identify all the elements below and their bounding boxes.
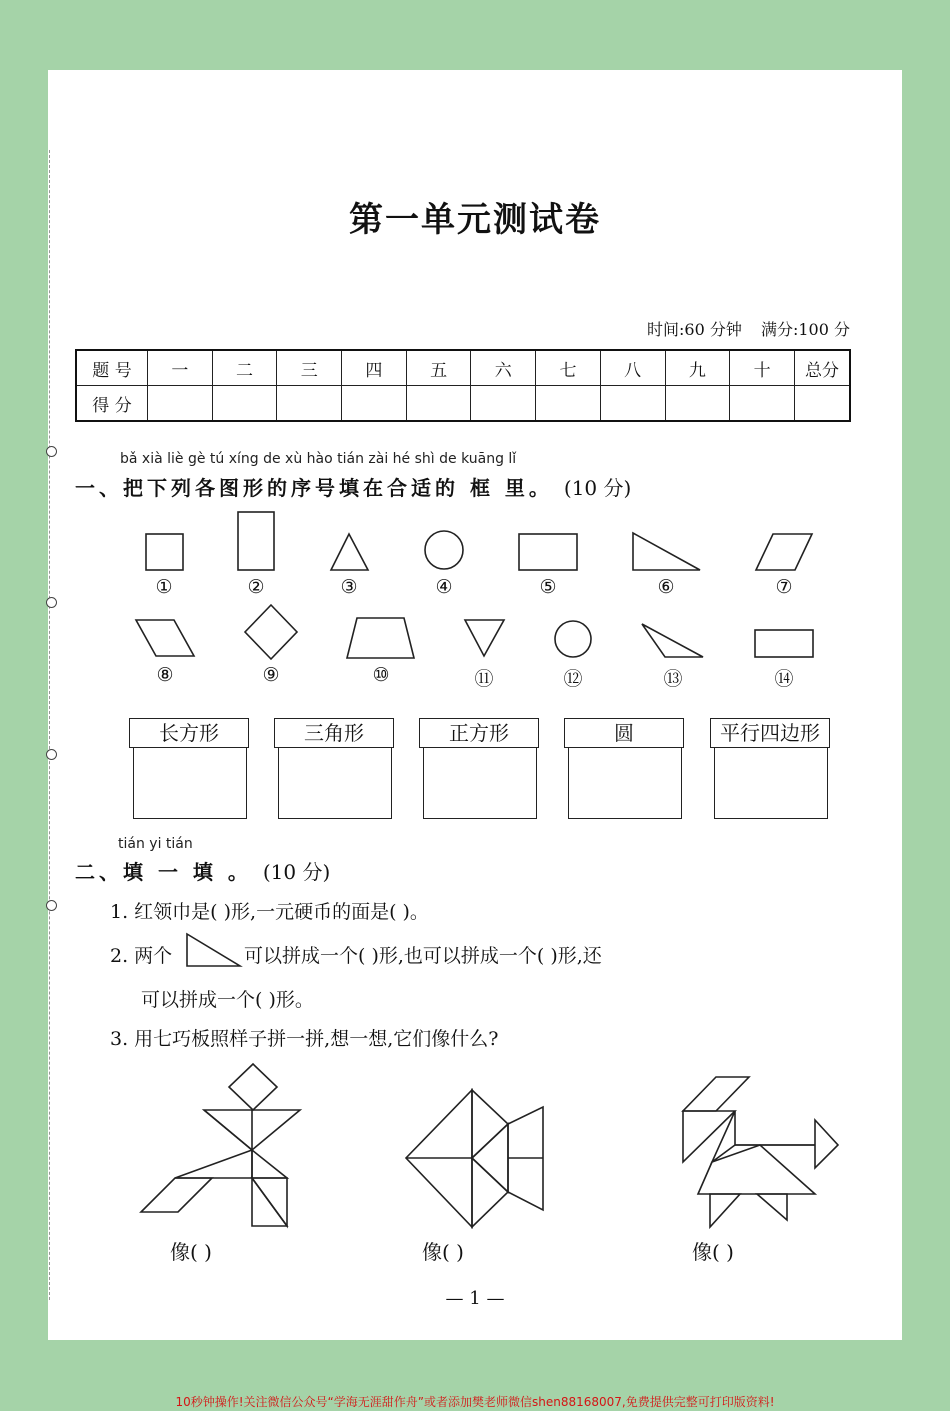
header-cell: 一 <box>148 350 213 386</box>
shape-number: ⑪ <box>474 668 494 690</box>
time-limit: 时间:60 分钟 <box>647 320 742 339</box>
section1-heading-text: 一、把下列各图形的序号填在合适的 框 里。 <box>75 476 553 500</box>
tangram-animal <box>683 1077 838 1227</box>
answer-area[interactable] <box>278 748 392 819</box>
parallelogram-shape <box>756 534 812 570</box>
full-score: 满分:100 分 <box>760 320 850 339</box>
answer-area[interactable] <box>133 748 247 819</box>
parallelogram-shape <box>136 620 194 656</box>
right-triangle-shape <box>633 533 700 570</box>
shape-number: ④ <box>435 576 453 598</box>
shape-number: ① <box>155 576 173 598</box>
category-box-rectangle[interactable] <box>133 718 251 818</box>
rectangle-shape <box>519 534 577 570</box>
category-box-circle[interactable] <box>568 718 686 818</box>
question-2-suffix: 可以拼成一个( )形,也可以拼成一个( )形,还 <box>244 945 602 967</box>
header-cell: 九 <box>665 350 730 386</box>
obtuse-triangle-shape <box>642 624 703 657</box>
answer-area[interactable] <box>423 748 537 819</box>
diamond-square-shape <box>245 605 297 659</box>
shape-number: ⑧ <box>156 664 174 686</box>
inverted-triangle-shape <box>465 620 504 656</box>
section2-points: (10 分) <box>262 860 331 884</box>
section1-points: (10 分) <box>563 476 632 500</box>
page-number: — 1 — <box>445 1288 505 1309</box>
shape-number: ③ <box>340 576 358 598</box>
question-3: 3. 用七巧板照样子拼一拼,想一想,它们像什么? <box>110 1028 499 1050</box>
promo-footer: 10秒钟操作!关注微信公众号“学海无涯甜作舟”或者添加樊老师微信shen88168007,免费提供完整可打印版资料! <box>175 1395 775 1409</box>
tall-rectangle-shape <box>238 512 274 570</box>
shape-number: ⑬ <box>663 668 683 690</box>
question-2-line2: 可以拼成一个( )形。 <box>141 989 314 1011</box>
header-cell: 二 <box>212 350 277 386</box>
category-label: 平行四边形 <box>710 718 830 748</box>
answer-area[interactable] <box>714 748 828 819</box>
category-box-square[interactable] <box>423 718 541 818</box>
header-cell: 六 <box>471 350 536 386</box>
header-cell: 五 <box>406 350 471 386</box>
answer-area[interactable] <box>568 748 682 819</box>
trapezoid-shape <box>347 618 414 658</box>
triangle-shape <box>331 534 368 570</box>
row-label: 得 分 <box>76 386 148 422</box>
header-cell: 题 号 <box>76 350 148 386</box>
category-box-triangle[interactable] <box>278 718 396 818</box>
section2-heading-text: 二、填 一 填 。 <box>75 860 252 884</box>
category-label: 长方形 <box>129 718 249 748</box>
rectangle-shape <box>755 630 813 657</box>
shape-number: ⑫ <box>563 668 583 690</box>
shape-number: ② <box>247 576 265 598</box>
square-shape <box>146 534 183 570</box>
tangram-person <box>141 1064 300 1226</box>
shape-number: ⑥ <box>657 576 675 598</box>
shape-number: ⑭ <box>774 668 794 690</box>
header-cell: 三 <box>277 350 342 386</box>
circle-shape <box>425 531 463 569</box>
category-label: 正方形 <box>419 718 539 748</box>
shape-number: ⑨ <box>262 664 280 686</box>
inline-triangle-icon <box>187 934 240 966</box>
circle-shape <box>555 621 591 657</box>
question-1: 1. 红领巾是( )形,一元硬币的面是( )。 <box>110 901 429 923</box>
question-2-prefix: 2. 两个 <box>110 945 173 967</box>
answer-like-1: 像( ) <box>170 1240 212 1264</box>
shape-number: ⑦ <box>775 576 793 598</box>
answer-like-3: 像( ) <box>692 1240 734 1264</box>
page-title: 第一单元测试卷 <box>349 200 601 240</box>
category-box-parallelogram[interactable] <box>714 718 832 818</box>
header-cell: 十 <box>730 350 795 386</box>
category-label: 三角形 <box>274 718 394 748</box>
header-cell: 八 <box>600 350 665 386</box>
header-cell: 四 <box>342 350 407 386</box>
shape-number: ⑤ <box>539 576 557 598</box>
section2-heading <box>75 856 330 885</box>
answer-like-2: 像( ) <box>422 1240 464 1264</box>
header-cell: 总分 <box>795 350 851 386</box>
shape-number: ⑩ <box>372 664 390 686</box>
header-cell: 七 <box>536 350 601 386</box>
tangram-fish <box>406 1090 543 1227</box>
section2-pinyin: tián yi tián <box>118 836 193 852</box>
category-label: 圆 <box>564 718 684 748</box>
section1-pinyin: bǎ xià liè gè tú xíng de xù hào tián zài hé shì de kuāng lǐ <box>120 451 517 467</box>
